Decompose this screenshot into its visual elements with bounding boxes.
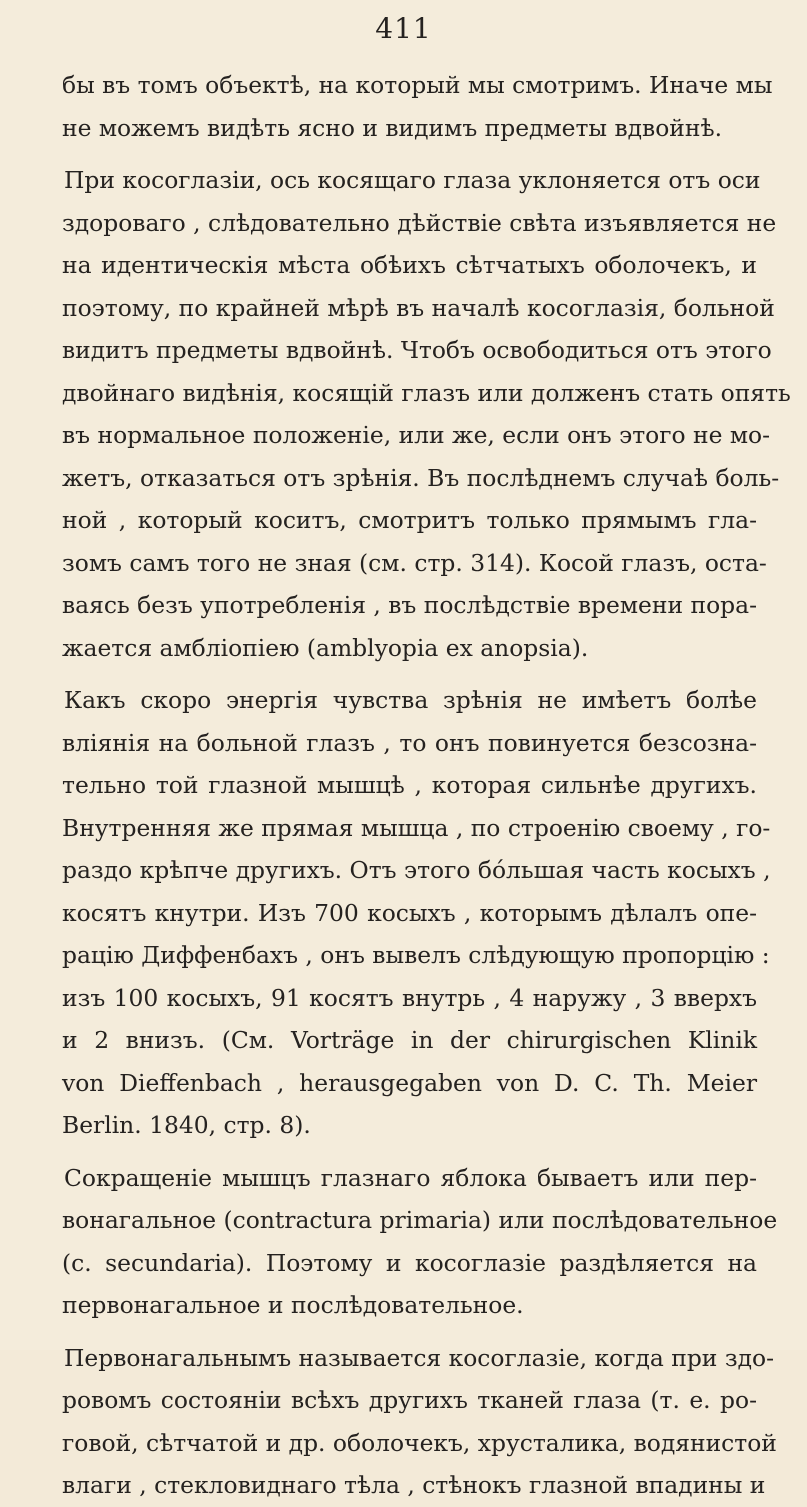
text-line: косятъ кнутри. Изъ 700 косыхъ , которымъ дѣлалъ опе-	[62, 898, 757, 927]
body-text	[62, 64, 791, 1507]
paragraph	[62, 64, 773, 149]
text-line: ной , который коситъ, смотритъ только прямымъ гла-	[62, 506, 757, 534]
paragraph	[62, 1337, 777, 1507]
text-line: первонагальное и послѣдовательное.	[62, 1291, 524, 1319]
text-line: раздо крѣпче другихъ. Отъ этого бо́льшая часть косыхъ ,	[62, 856, 771, 884]
text-line: рацію Диффенбахъ , онъ вывелъ слѣдующую пропорцію :	[62, 941, 770, 969]
text-line: Сокращеніе мышцъ глазнаго яблока бываетъ или пер-	[64, 1163, 757, 1192]
text-line: Berlin. 1840, стр. 8).	[62, 1111, 311, 1139]
text-line: ровомъ состояніи всѣхъ другихъ тканей глаза (т. е. ро-	[62, 1386, 757, 1414]
text-line: въ нормальное положеніе, или же, если онъ этого не мо-	[62, 421, 771, 449]
paragraph	[62, 159, 791, 669]
text-line: и 2 внизъ. (См. Vorträge in der chirurgischen Klinik	[62, 1026, 757, 1054]
text-line: тельно той глазной мышцѣ , которая сильнѣе другихъ.	[62, 771, 757, 799]
text-line: (c. secundaria). Поэтому и косоглазіе раздѣляется на	[62, 1248, 757, 1277]
text-line: говой, сѣтчатой и др. оболочекъ, хрусталика, водянистой	[62, 1428, 777, 1457]
paragraph	[62, 1157, 778, 1327]
page-number: 411	[375, 12, 432, 45]
paragraph-gap	[62, 1327, 757, 1337]
text-line: жетъ, отказаться отъ зрѣнія. Въ послѣднемъ случаѣ боль-	[62, 463, 780, 492]
text-line: ваясь безъ употребленія , въ послѣдствіе времени пора-	[62, 591, 757, 619]
paragraph-gap	[62, 669, 757, 679]
paragraph-gap	[62, 149, 757, 159]
text-line: поэтому, по крайней мѣрѣ въ началѣ косоглазія, больной	[62, 293, 775, 322]
text-line: вліянія на больной глазъ , то онъ повинуется безсозна-	[62, 728, 757, 757]
text-line: видитъ предметы вдвойнѣ. Чтобъ освободиться отъ этого	[62, 336, 772, 364]
text-line: зомъ самъ того не зная (см. стр. 314). Косой глазъ, оста-	[62, 548, 767, 577]
text-line: Первонагальнымъ называется косоглазіе, когда при здо-	[64, 1343, 774, 1372]
text-line: не можемъ видѣть ясно и видимъ предметы вдвойнѣ.	[62, 113, 723, 142]
paragraph	[62, 679, 771, 1147]
text-line: жается амбліопіею (amblyopia ex anopsia).	[62, 633, 589, 662]
text-line: Какъ скоро энергія чувства зрѣнія не имѣетъ болѣе	[64, 686, 757, 714]
text-line: von Dieffenbach , herausgegaben von D. C. Th. Meier	[62, 1068, 757, 1097]
text-line: на идентическія мѣста обѣихъ сѣтчатыхъ оболочекъ, и	[62, 251, 757, 279]
text-line: влаги , стекловиднаго тѣла , стѣнокъ глазной впадины и	[62, 1471, 766, 1499]
text-line: бы въ томъ объектѣ, на который мы смотримъ. Иначе мы	[62, 71, 773, 99]
text-line: Внутренняя же прямая мышца , по строенію своему , го-	[62, 813, 771, 842]
text-line: изъ 100 косыхъ, 91 косятъ внутрь , 4 наружу , 3 вверхъ	[62, 983, 757, 1012]
text-line: вонагальное (contractura primaria) или послѣдовательное	[62, 1206, 778, 1234]
text-line: При косоглазіи, ось косящаго глаза уклоняется отъ оси	[64, 166, 761, 194]
text-line: здороваго , слѣдовательно дѣйствіе свѣта изъявляется не	[62, 208, 777, 237]
paragraph-gap	[62, 1147, 757, 1157]
text-line: двойнаго видѣнія, косящій глазъ или долженъ стать опять	[62, 378, 791, 407]
